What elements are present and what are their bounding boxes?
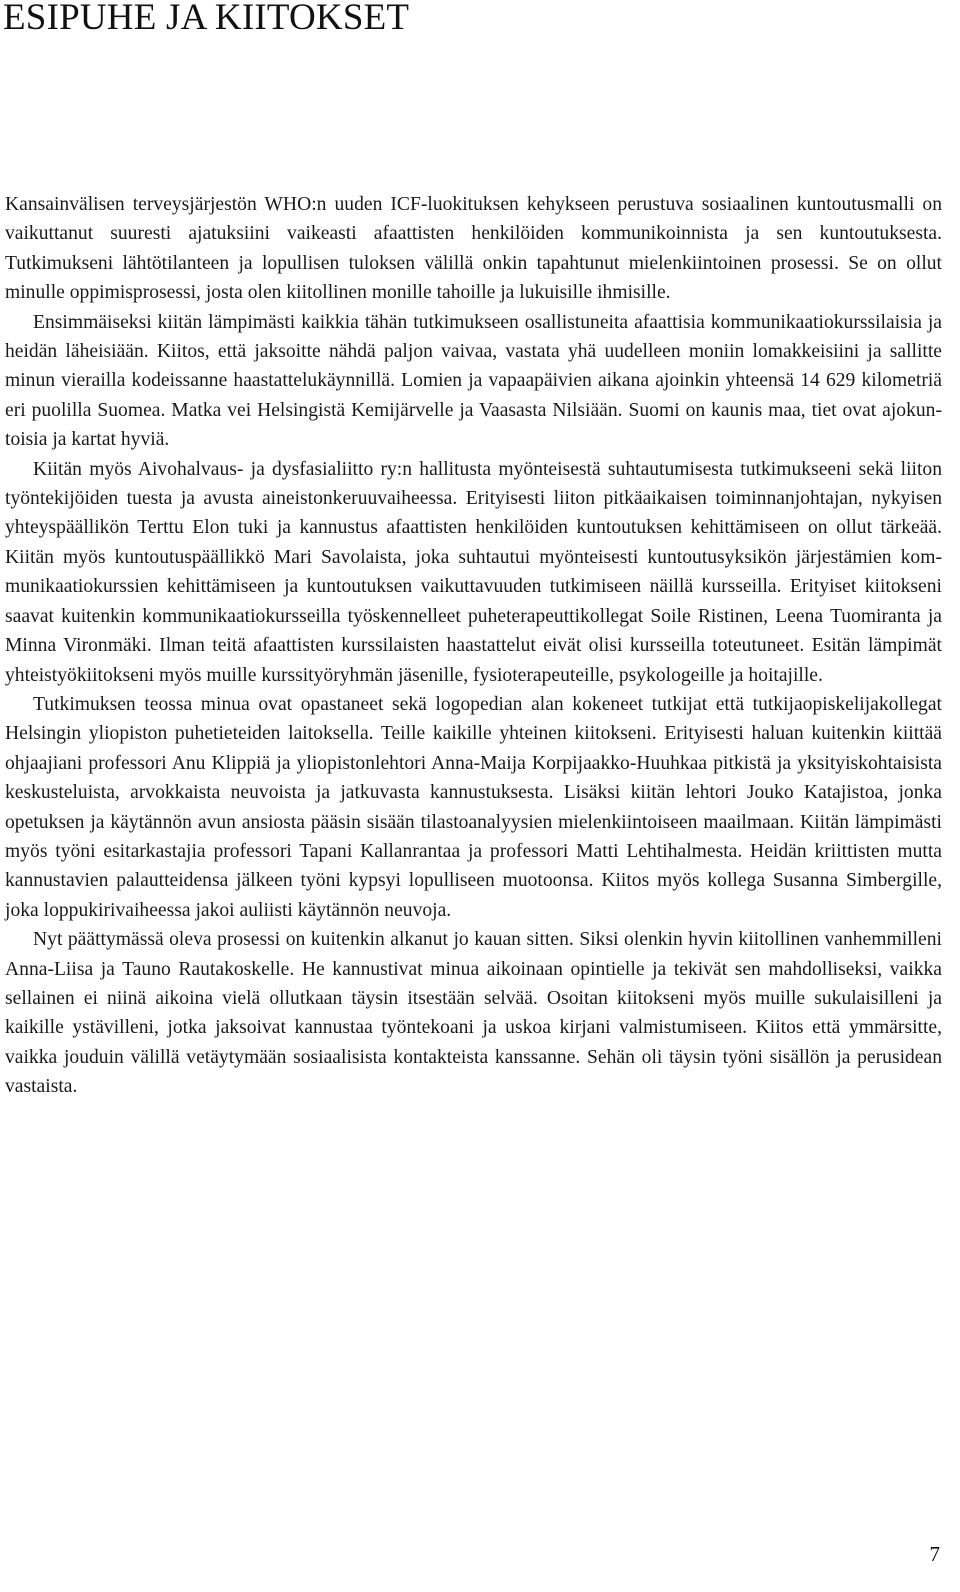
paragraph-association: Kiitän myös Aivohalvaus- ja dysfasialiitto ry:n hallitusta myönteisestä suhtautumisesta tutkimukseeni sekä liiton työntekijöiden tuesta ja avusta aineistonkeruuvaiheessa. Erityisesti liiton pitkäaikaisen toiminnanjohtajan, nykyisen yhteyspäällikön Terttu Elon tuki ja kannustus afaattisten henkilöiden kuntoutuksen kehittämiseen on ollut tärkeää. Kiitän myös kuntoutuspäällikkö Mari Savolaista, joka suhtautui myönteisesti kuntoutusyksikön järjestämien kommunikaatiokurssien kehittämiseen ja kuntoutuksen vaikuttavuuden tutkimiseen näillä kursseilla. Erityiset kiitokseni saavat kuitenkin kommunikaatiokursseilla työskennelleet puheterapeuttikollegat Soile Ristinen, Leena Tuomiranta ja Minna Vironmäki. Ilman teitä afaattisten kurssilaisten haastattelut eivät olisi kursseilla toteutuneet. Esitän lämpimät yhteistyökiitokseni myös muille kurssityöryhmän jäsenille, fysioterapeuteille, psykologeille ja hoitajille. bbox=[5, 458, 942, 686]
page-title: ESIPUHE JA KIITOKSET bbox=[3, 0, 410, 38]
preface-body bbox=[5, 190, 942, 1102]
page-number: 7 bbox=[929, 1542, 940, 1566]
paragraph-supervisors: Tutkimuksen teossa minua ovat opastaneet sekä logopedian alan kokeneet tutkijat että tutkijaopiskelijakollegat Helsingin yliopiston puhetieteiden laitoksella. Teille kaikille yhteinen kiitokseni. Erityisesti haluan kuitenkin kiittää ohjaajiani professori Anu Klippiä ja yliopistonlehtori Anna-Maija Korpijaakko-Huuhkaa pitkistä ja yksityiskohtaisista keskusteluista, arvokkaista neuvoista ja jatkuvasta kannustuksesta. Lisäksi kiitän lehtori Jouko Katajistoa, jonka opetuksen ja käytännön avun ansiosta pääsin sisään tilastoanalyysien mielenkiintoiseen maailmaan. Kiitän lämpimästi myös työni esitarkastajia professori Tapani Kallanrantaa ja professori Matti Lehtihalmesta. Heidän kriittisten mutta kannustavien palautteidensa jälkeen työni kypsyi lopulliseen muotoonsa. Kiitos myös kollega Susanna Simbergille, joka loppukirivaiheessa jakoi auliisti käytännön neuvoja. bbox=[5, 693, 942, 921]
paragraph-family: Nyt päättymässä oleva prosessi on kuitenkin alkanut jo kauan sitten. Siksi olenkin hyvin kiitollinen vanhemmilleni Anna-Liisa ja Tauno Rautakoskelle. He kannustivat minua aikoinaan opintielle ja tekivät sen mahdolliseksi, vaikka sellainen ei niinä aikoina vielä ollutkaan täysin itsestään selvää. Osoitan kiitokseni myös muille sukulaisilleni ja kaikille ystävilleni, jotka jaksoivat kannustaa työntekoani ja uskoa kirjani valmistumiseen. Kiitos että ymmärsitte, vaikka jouduin välillä vetäytymään sosiaalisista kontakteista kanssanne. Sehän oli täysin työni sisällön ja perusidean vastaista. bbox=[5, 929, 942, 1098]
paragraph-intro: Kansainvälisen terveysjärjestön WHO:n uuden ICF-luokituksen kehykseen perustuva sosiaalinen kuntoutusmalli on vaikuttanut suuresti ajatuksiini vaikeasti afaattisten henkilöiden kommunikoinnista ja sen kuntoutuksesta. Tutkimukseni lähtötilanteen ja lopullisen tuloksen välillä onkin tapahtunut mielenkiintoinen prosessi. Se on ollut minulle oppimisprosessi, josta olen kiitollinen monille tahoille ja lukuisille ihmisille. bbox=[5, 194, 942, 304]
paragraph-participants: Ensimmäiseksi kiitän lämpimästi kaikkia tähän tutkimukseen osallistuneita afaattisia kommunikaatiokurssilaisia ja heidän läheisiään. Kiitos, että jaksoitte nähdä paljon vaivaa, vastata yhä uudelleen moniin lomakkeisiini ja sallitte minun vierailla kodeissanne haastattelukäynnillä. Lomien ja vapaapäivien aikana ajoinkin yhteensä 14 629 kilometriä eri puolilla Suomea. Matka vei Helsingistä Kemijärvelle ja Vaasasta Nilsiään. Suomi on kaunis maa, tiet ovat ajokuntoisia ja kartat hyviä. bbox=[5, 311, 942, 451]
